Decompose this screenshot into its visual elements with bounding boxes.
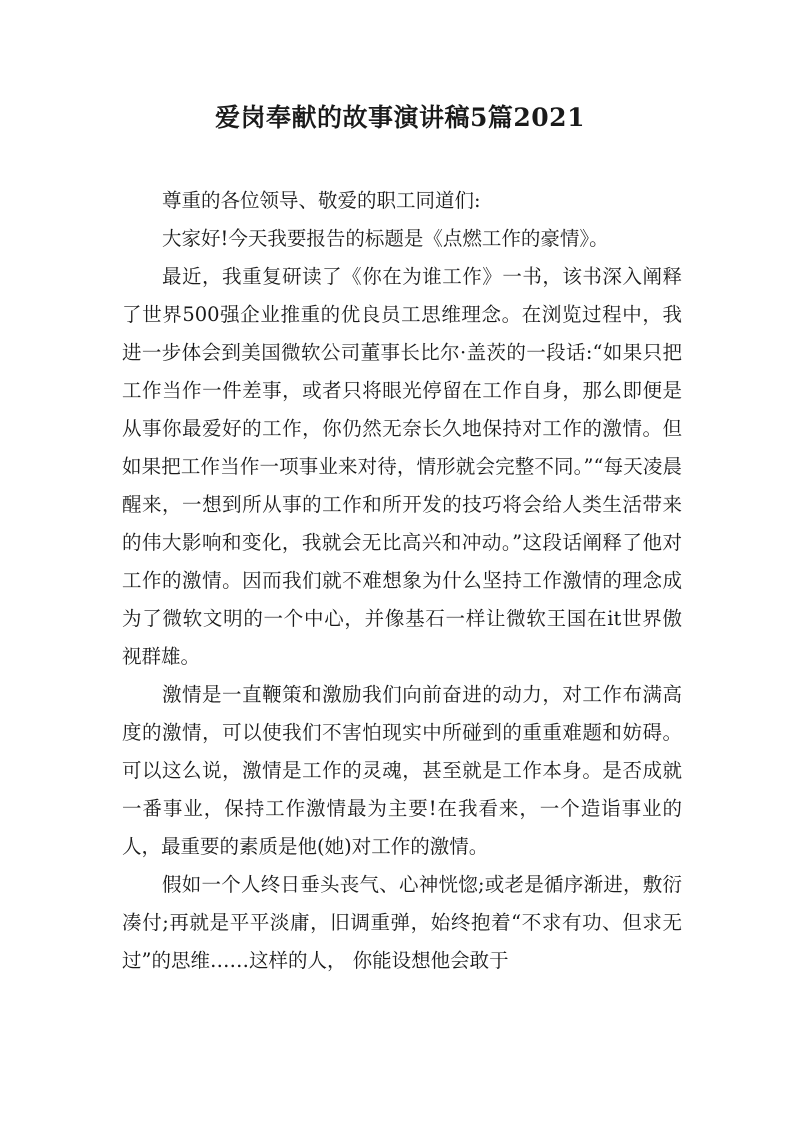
body-paragraph: 激情是一直鞭策和激励我们向前奋进的动力，对工作布满高度的激情，可以使我们不害怕现实中所碰到的重重难题和妨碍。可以这么说，激情是工作的灵魂，甚至就是工作本身。是否成就一番事业，保持工作激情最为主要!在我看来，一个造诣事业的人，最重要的素质是他(她)对工作的激情。 [122, 683, 682, 858]
body-paragraph: 假如一个人终日垂头丧气、心神恍惚;或老是循序渐进，敷衍凑付;再就是平平淡庸，旧调重弹，始终抱着“不求有功、但求无过”的思维……这样的人， 你能设想他会敢于 [122, 873, 682, 972]
body-paragraph: 最近，我重复研读了《你在为谁工作》一书，该书深入阐释了世界500强企业推重的优良员工思维理念。在浏览过程中，我进一步体会到美国微软公司董事长比尔·盖茨的一段话:“如果只把工作当作一件差事，或者只将眼光停留在工作自身，那么即便是从事你最爱好的工作，你仍然无奈长久地保持对工作的激情。但如果把工作当作一项事业来对待，情形就会完整不同。”“每天凌晨醒来，一想到所从事的工作和所开发的技巧将会给人类生活带来的伟大影响和变化，我就会无比高兴和冲动。”这段话阐释了他对工作的激情。因而我们就不难想象为什么坚持工作激情的理念成为了微软文明的一个中心，并像基石一样让微软王国在it世界傲视群雄。 [122, 265, 682, 668]
document-title: 爱岗奉献的故事演讲稿5篇2021 [215, 103, 585, 132]
opening-paragraph: 大家好!今天我要报告的标题是《点燃工作的豪情》。 [162, 227, 609, 250]
document-body [122, 182, 682, 980]
greeting-paragraph: 尊重的各位领导、敬爱的职工同道们: [162, 189, 481, 212]
